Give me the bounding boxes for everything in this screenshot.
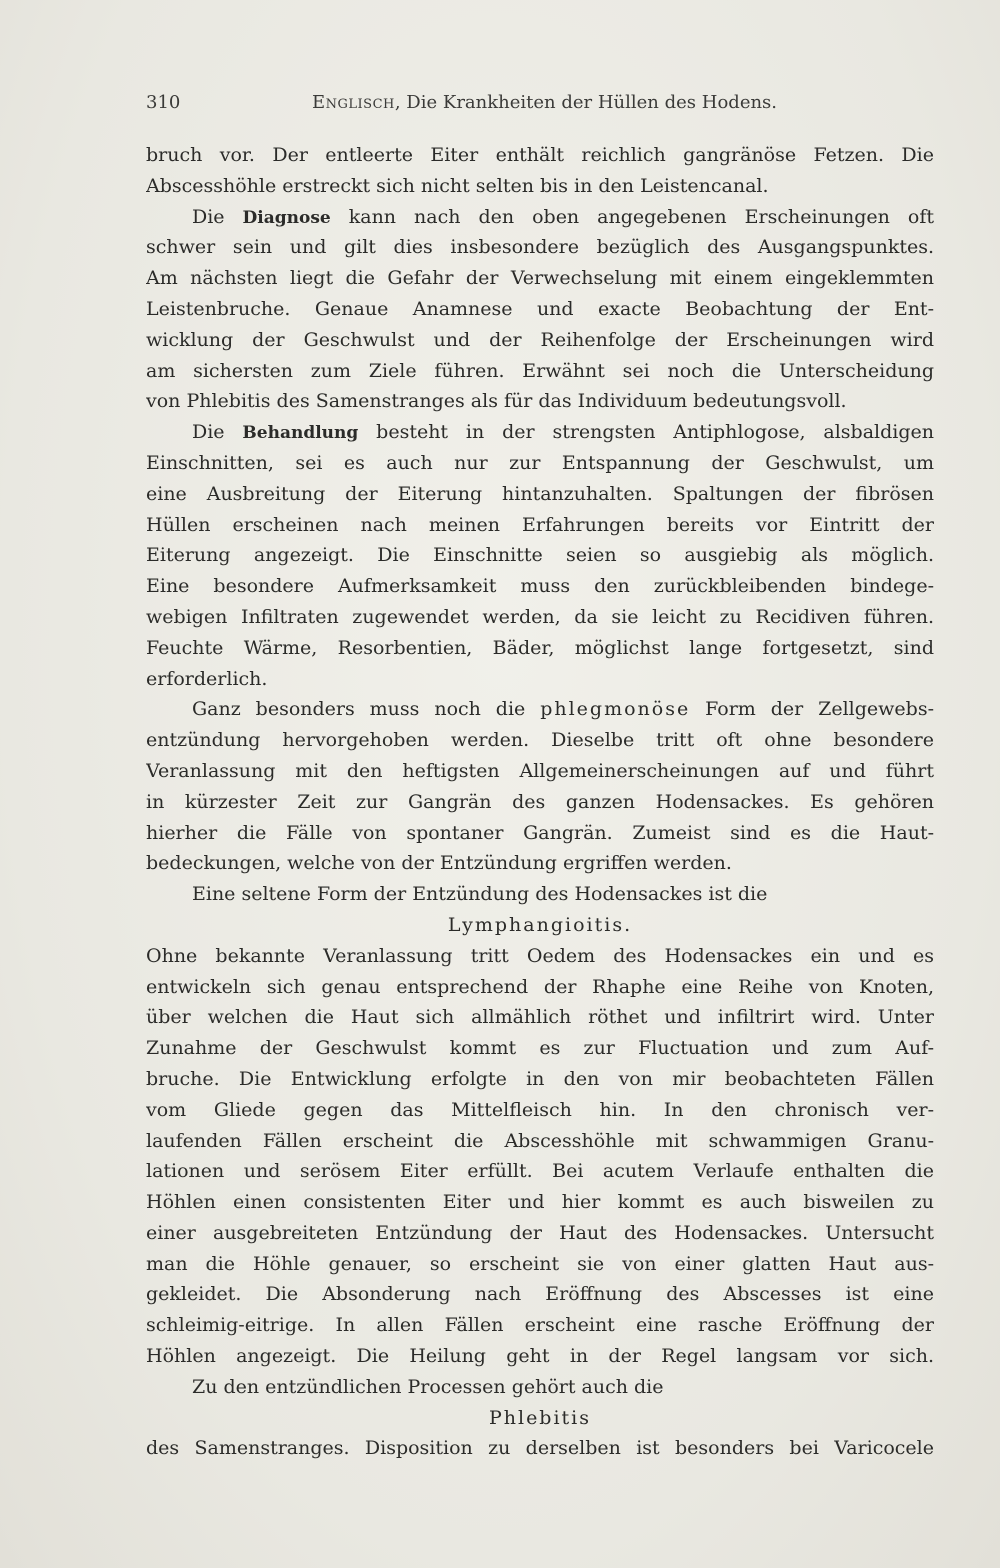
spaced-term: phlegmonöse (540, 698, 691, 721)
running-title-text: , Die Krankheiten der Hüllen des Hodens. (394, 92, 778, 113)
text-line: entzündung hervorgehoben werden. Dieselbe tritt oft ohne besondere (146, 729, 934, 752)
text-line: Abscesshöhle erstreckt sich nicht selten bis in den Leistencanal. (146, 174, 769, 197)
text-line: Veranlassung mit den heftigsten Allgemeinerscheinungen auf und führt (146, 759, 934, 782)
text-line: Höhlen angezeigt. Die Heilung geht in der Regel langsam vor sich. (146, 1345, 934, 1368)
text-line: über welchen die Haut sich allmählich röthet und infiltrirt wird. Unter (146, 1006, 934, 1029)
text-line: Feuchte Wärme, Resorbentien, Bäder, möglichst lange fortgesetzt, sind (146, 636, 934, 659)
text-line: Eiterung angezeigt. Die Einschnitte seien so ausgiebig als möglich. (146, 544, 934, 567)
text-line: am sichersten zum Ziele führen. Erwähnt sei noch die Unterscheidung (146, 359, 934, 382)
text-line: Einschnitten, sei es auch nur zur Entspannung der Geschwulst, um (146, 451, 934, 474)
text-line: bruche. Die Entwicklung erfolgte in den von mir beobachteten Fällen (146, 1067, 934, 1090)
text-line: Zunahme der Geschwulst kommt es zur Fluctuation und zum Auf- (146, 1037, 934, 1060)
text-line: hierher die Fälle von spontaner Gangrän. Zumeist sind es die Haut- (146, 821, 934, 844)
text-line: des Samenstranges. Disposition zu derselben ist besonders bei Varicocele (146, 1437, 934, 1460)
text-line: schleimig-eitrige. In allen Fällen erscheint eine rasche Eröffnung der (146, 1314, 934, 1337)
text-line (146, 202, 934, 233)
section-heading: Lymphangioitis. (447, 913, 633, 936)
text-line: Hüllen erscheinen nach meinen Erfahrungen bereits vor Eintritt der (146, 513, 934, 536)
text-line: Höhlen einen consistenten Eiter und hier kommt es auch bisweilen zu (146, 1191, 934, 1214)
text-line: Eine seltene Form der Entzündung des Hodensackes ist die (192, 883, 768, 906)
text-line: Ohne bekannte Veranlassung tritt Oedem des Hodensackes ein und es (146, 944, 934, 967)
body-text (146, 140, 934, 1464)
text-line: vom Gliede gegen das Mittelfleisch hin. In den chronisch ver- (146, 1098, 934, 1121)
emphasized-term: Behandlung (242, 423, 359, 444)
text-line: schwer sein und gilt dies insbesondere bezüglich des Ausgangspunktes. (146, 236, 934, 259)
text-line: Leistenbruche. Genaue Anamnese und exacte Beobachtung der Ent- (146, 297, 934, 320)
page-number: 310 (146, 92, 181, 113)
text-line: laufenden Fällen erscheint die Abscesshöhle mit schwammigen Granu- (146, 1129, 934, 1152)
text-segment: besteht in der strengsten Antiphlogose, alsbaldigen (358, 421, 934, 444)
text-line: eine Ausbreitung der Eiterung hintanzuhalten. Spaltungen der fibrösen (146, 482, 934, 505)
text-line (146, 417, 934, 448)
text-segment: kann nach den oben angegebenen Erscheinungen oft (330, 205, 934, 228)
text-line: Eine besondere Aufmerksamkeit muss den zurückbleibenden bindege- (146, 575, 934, 598)
text-line: Am nächsten liegt die Gefahr der Verwechselung mit einem eingeklemmten (146, 267, 934, 290)
text-line: man die Höhle genauer, so erscheint sie von einer glatten Haut aus- (146, 1252, 934, 1275)
text-line: Zu den entzündlichen Processen gehört auch die (192, 1375, 664, 1398)
text-line: einer ausgebreiteten Entzündung der Haut des Hodensackes. Untersucht (146, 1221, 934, 1244)
text-line: von Phlebitis des Samenstranges als für das Individuum bedeutungsvoll. (146, 390, 847, 413)
text-line: erforderlich. (146, 667, 268, 690)
text-segment: Die (192, 205, 243, 228)
running-title (312, 88, 777, 118)
text-segment: Form der Zellgewebs- (690, 698, 934, 721)
emphasized-term: Diagnose (242, 207, 331, 228)
text-line: gekleidet. Die Absonderung nach Eröffnung des Abscesses ist eine (146, 1283, 934, 1306)
text-line: lationen und serösem Eiter erfüllt. Bei acutem Verlaufe enthalten die (146, 1160, 934, 1183)
text-segment: Ganz besonders muss noch die (192, 698, 541, 721)
running-head (146, 88, 786, 118)
text-segment: Die (192, 421, 243, 444)
text-line: entwickeln sich genau entsprechend der Rhaphe eine Reihe von Knoten, (146, 975, 934, 998)
text-line: bruch vor. Der entleerte Eiter enthält reichlich gangränöse Fetzen. Die (146, 144, 934, 166)
text-line: in kürzester Zeit zur Gangrän des ganzen Hodensackes. Es gehören (146, 790, 934, 813)
text-line: wicklung der Geschwulst und der Reihenfolge der Erscheinungen wird (146, 328, 934, 351)
running-title-author: Englisch (312, 92, 395, 113)
section-heading: Phlebitis (488, 1406, 592, 1429)
text-line (146, 694, 934, 725)
text-line: webigen Infiltraten zugewendet werden, da sie leicht zu Recidiven führen. (146, 605, 934, 628)
text-line: bedeckungen, welche von der Entzündung ergriffen werden. (146, 852, 732, 875)
